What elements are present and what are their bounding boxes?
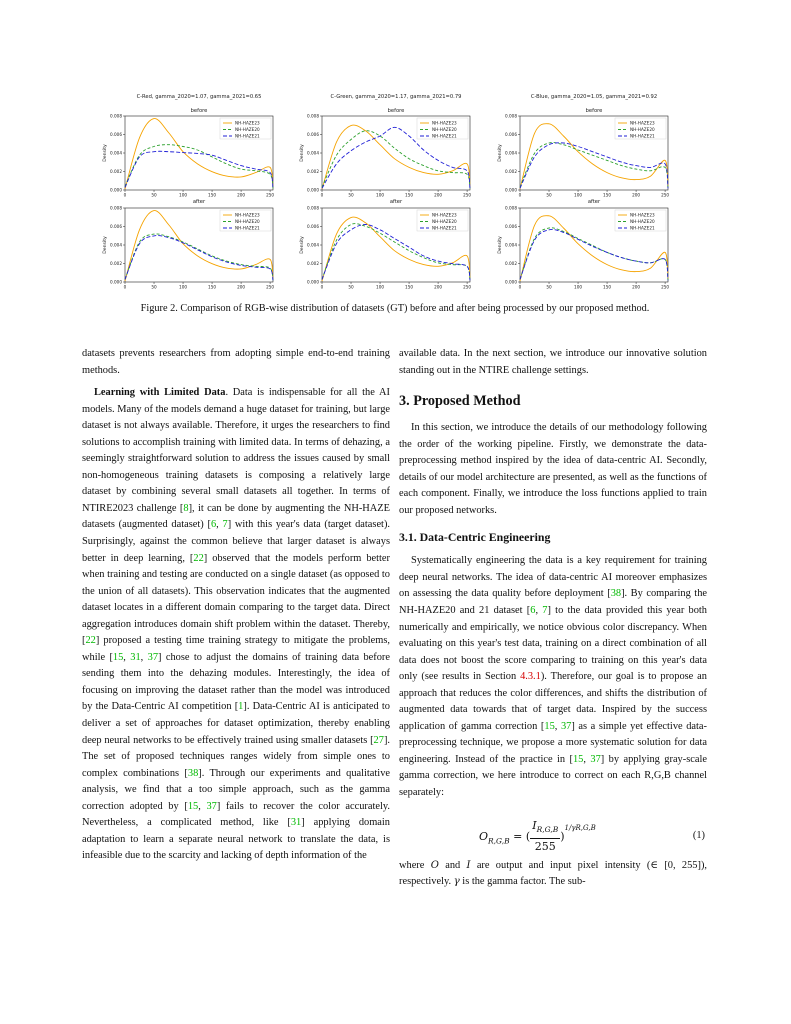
y-tick-label: 0.002 — [505, 261, 517, 266]
legend-label: NH-HAZE23 — [432, 212, 457, 218]
y-tick-label: 0.006 — [110, 132, 122, 137]
citation-link[interactable]: 31 — [130, 651, 141, 663]
legend-label: NH-HAZE20 — [630, 219, 655, 225]
paragraph: available data. In the next section, we introduce our innovative solution standing out in the NTIRE challenge settings. — [399, 348, 707, 376]
legend-label: NH-HAZE21 — [432, 133, 457, 139]
x-tick-label: 0 — [320, 284, 324, 290]
y-tick-label: 0.006 — [307, 132, 319, 137]
y-tick-label: 0.004 — [110, 242, 122, 248]
x-tick-label: 50 — [151, 284, 157, 290]
x-tick-label: 0 — [518, 284, 522, 290]
x-tick-label: 0 — [123, 192, 127, 198]
citation-link[interactable]: 27 — [373, 734, 384, 746]
legend-label: NH-HAZE23 — [630, 212, 655, 218]
subsection-heading: 3.1. Data-Centric Engineering — [399, 530, 551, 545]
chart-red-channel — [95, 90, 285, 298]
chart-green-channel — [292, 90, 482, 298]
citation-link[interactable]: 37 — [560, 720, 572, 732]
legend-label: NH-HAZE21 — [235, 133, 260, 139]
y-tick-label: 0.008 — [307, 205, 319, 211]
series-line-nh-haze21 — [520, 229, 668, 280]
right-column — [399, 346, 707, 891]
series-line-nh-haze21 — [520, 143, 668, 189]
x-tick-label: 100 — [376, 284, 385, 290]
subplot-title: before — [387, 108, 405, 114]
series-line-nh-haze21 — [125, 236, 273, 281]
x-tick-label: 150 — [208, 192, 217, 198]
citation-link[interactable]: 15 — [572, 753, 584, 765]
y-tick-label: 0.002 — [307, 261, 319, 266]
y-tick-label: 0.006 — [110, 224, 122, 229]
citation-link[interactable]: 37 — [147, 651, 159, 663]
x-tick-label: 50 — [546, 192, 552, 198]
y-axis-label: Density — [300, 144, 305, 162]
citation-link[interactable]: 22 — [85, 635, 96, 647]
y-tick-label: 0.006 — [505, 224, 517, 229]
x-tick-label: 150 — [603, 284, 612, 290]
citation-link[interactable]: 38 — [610, 588, 622, 600]
x-tick-label: 200 — [434, 284, 443, 290]
citation-link[interactable]: 22 — [193, 552, 204, 564]
legend-label: NH-HAZE23 — [630, 120, 655, 126]
x-tick-label: 0 — [518, 192, 522, 198]
citation-link[interactable]: 8 — [183, 502, 189, 514]
figure-caption: Figure 2. Comparison of RGB-wise distribution of datasets (GT) before and after being processed by our proposed method. — [140, 303, 650, 314]
y-tick-label: 0.008 — [110, 205, 122, 211]
chart-svg — [292, 90, 482, 298]
citation-link[interactable]: 15 — [112, 651, 124, 663]
citation-link[interactable]: 31 — [290, 817, 302, 829]
paragraph: In this section, we introduce the details of our methodology following the order of the working pipeline. Firstly, we demonstrate the data-preprocessing method inspired by the idea of data-centric AI. Secondly, details of our model architecture are presented, as well as the functions of each component. Finally, we introduce the loss functions applied to train our proposed networks. — [399, 422, 707, 516]
x-tick-label: 150 — [208, 284, 217, 290]
citation-link[interactable]: 37 — [206, 800, 217, 812]
x-tick-label: 200 — [632, 192, 641, 198]
y-tick-label: 0.000 — [110, 279, 122, 285]
series-line-nh-haze21 — [125, 151, 273, 188]
x-tick-label: 100 — [179, 284, 188, 290]
citation-link[interactable]: 37 — [590, 753, 601, 765]
series-line-nh-haze20 — [125, 145, 273, 189]
y-tick-label: 0.006 — [505, 132, 517, 137]
legend-label: NH-HAZE23 — [235, 120, 260, 126]
x-tick-label: 150 — [603, 192, 612, 198]
left-column — [82, 346, 390, 865]
x-tick-label: 150 — [405, 192, 414, 198]
section-link[interactable]: 4.3.1 — [520, 671, 541, 683]
y-axis-label: Density — [498, 236, 503, 254]
x-axis-label: after — [389, 199, 403, 205]
x-tick-label: 250 — [661, 284, 670, 290]
legend-label: NH-HAZE20 — [235, 127, 260, 133]
x-tick-label: 250 — [266, 192, 275, 198]
citation-link[interactable]: 6 — [530, 605, 536, 617]
y-axis-label: Density — [498, 144, 503, 162]
y-tick-label: 0.008 — [505, 205, 517, 211]
chart-title: C-Red, gamma_2020=1.07, gamma_2021=0.65 — [136, 94, 262, 100]
y-tick-label: 0.000 — [307, 279, 319, 285]
paragraph: Systematically engineering the data is a key requirement for training deep neural networks. The idea of data-centric AI moreover emphasizes on assessing the data quality before deployment [38]. By comparing the NH-HAZE20 and 21 dataset [6, 7] to the data provided this year both numerically and empirically, we notice obvious color discrepancy. When evaluating on this year's test data, training on a direct combination of all data does not boost the score comparing to training on this year's data only (see results in Section 4.3.1). Therefore, our goal is to propose an approach that reduces the color differences, and shifts the distribution of augmented data towards that of target data. Inspired by the success application of gamma correction [15, 37] as a simple yet effective data-preprocessing technique, we propose a more systematic solution for data engineering. Instead of the practice in [15, 37] by applying gray-scale gamma correction, we here introduce to correct on each R,G,B channel separately: — [399, 555, 708, 799]
y-tick-label: 0.004 — [110, 150, 122, 156]
legend-label: NH-HAZE21 — [432, 225, 457, 231]
legend-label: NH-HAZE21 — [235, 225, 260, 231]
y-tick-label: 0.004 — [307, 150, 319, 156]
x-tick-label: 50 — [348, 284, 354, 290]
legend-label: NH-HAZE23 — [432, 120, 457, 126]
citation-link[interactable]: 15 — [187, 800, 199, 812]
legend-label: NH-HAZE20 — [235, 219, 260, 225]
paragraph-limited-data: Learning with Limited Data. Data is indispensable for all the AI models. Many of the models demand a huge dataset for training, but large dataset is not always available. Therefore, it urges the researchers to find solutions to accomplish training with limited data. In terms of dehazing, a seemingly straightforward solution to address the issues caused by small non-homogeneous training datasets is composing a relatively large dataset by combining several small datasets all together. In terms of NTIRE2023 challenge [8], it can be done by augmenting the NH-HAZE datasets (augmented dataset) [6, 7] with this year's data (target dataset). Surprisingly, against the common believe that larger dataset is always better in deep learning, [22] observed that the models perform better when training and testing are conducted on a single dataset (as opposed to the union of all datasets). This observation indicates that the augmented dataset locates in a different domain comparing to the target data. Direct aggregation introduces domain shift problem within the dataset. Thereby, [22] proposed a testing time training strategy to mitigate the problems, while [15, 31, 37] chose to adjust the domains of training data before sending them into the dehazing modules. Interestingly, the idea of focusing on improving the dataset rather than the model was introduced by the Data-Centric AI competition [1]. Data-Centric AI is anticipated to deliver a set of approaches for dataset optimization, thereby enabling deep neural networks to be effectively trained using smaller datasets [27]. The set of proposed techniques ranges widely from simple ones to complex combinations [38]. Through our experiments and qualitative analysis, we find that a too simple approach, such as the gamma correction adopted by [15, 37] fails to recover the color accurately. Nevertheless, a complicated method, like [31] applying domain adaptation to learn a separate neural network to translate the data, is infeasible due to the scarcity and lacking of depth information of the — [82, 387, 391, 862]
x-tick-label: 250 — [266, 284, 275, 290]
series-line-nh-haze20 — [520, 225, 668, 281]
series-line-nh-haze21 — [322, 225, 470, 281]
x-tick-label: 250 — [463, 192, 472, 198]
citation-link[interactable]: 1 — [238, 701, 244, 713]
y-tick-label: 0.000 — [307, 187, 319, 193]
x-tick-label: 100 — [179, 192, 188, 198]
y-tick-label: 0.004 — [505, 150, 517, 156]
subplot-title: before — [585, 108, 603, 114]
x-tick-label: 250 — [661, 192, 670, 198]
y-tick-label: 0.000 — [505, 187, 517, 193]
legend-label: NH-HAZE21 — [630, 225, 655, 231]
citation-link[interactable]: 15 — [544, 720, 555, 732]
citation-link[interactable]: 7 — [542, 605, 548, 617]
chart-svg — [490, 90, 680, 298]
x-tick-label: 200 — [632, 284, 641, 290]
x-tick-label: 200 — [237, 284, 246, 290]
x-tick-label: 100 — [376, 192, 385, 198]
chart-title: C-Blue, gamma_2020=1.05, gamma_2021=0.92 — [530, 94, 658, 100]
legend-label: NH-HAZE20 — [630, 127, 655, 133]
y-tick-label: 0.004 — [307, 242, 319, 248]
x-axis-label: after — [192, 199, 206, 205]
x-tick-label: 200 — [237, 192, 246, 198]
equation-1: $O_{R,G,B}$ = ( $\frac{I_{R,G,B}}{255}$ )$^{1/\gamma R,G,B}$ (1) — [479, 818, 705, 854]
x-tick-label: 150 — [405, 284, 414, 290]
y-tick-label: 0.004 — [505, 242, 517, 248]
chart-blue-channel — [490, 90, 680, 298]
paragraph: where O and I are output and input pixel intensity (∈ [0, 255]), respectively. γ is the gamma factor. The sub- — [399, 859, 707, 888]
legend-label: NH-HAZE23 — [235, 212, 260, 218]
y-tick-label: 0.008 — [110, 113, 122, 119]
y-tick-label: 0.008 — [505, 113, 517, 119]
citation-link[interactable]: 6 — [210, 519, 217, 531]
legend-label: NH-HAZE20 — [432, 127, 457, 133]
y-tick-label: 0.002 — [110, 261, 122, 266]
subplot-title: before — [190, 108, 208, 114]
equation-number: (1) — [692, 829, 705, 841]
x-tick-label: 250 — [463, 284, 472, 290]
y-axis-label: Density — [103, 236, 108, 254]
x-tick-label: 100 — [574, 284, 583, 290]
y-tick-label: 0.000 — [110, 187, 122, 193]
y-tick-label: 0.002 — [307, 169, 319, 174]
y-tick-label: 0.002 — [110, 169, 122, 174]
x-axis-label: after — [587, 199, 601, 205]
x-tick-label: 200 — [434, 192, 443, 198]
chart-title: C-Green, gamma_2020=1.17, gamma_2021=0.79 — [330, 94, 462, 100]
x-tick-label: 0 — [320, 192, 324, 198]
y-tick-label: 0.002 — [505, 169, 517, 174]
y-tick-label: 0.000 — [505, 279, 517, 285]
section-heading: 3. Proposed Method — [399, 393, 521, 410]
y-tick-label: 0.008 — [307, 113, 319, 119]
x-tick-label: 50 — [348, 192, 354, 198]
x-tick-label: 0 — [123, 284, 127, 290]
x-tick-label: 50 — [546, 284, 552, 290]
legend-label: NH-HAZE20 — [432, 219, 457, 225]
legend-label: NH-HAZE21 — [630, 133, 655, 139]
x-tick-label: 50 — [151, 192, 157, 198]
chart-svg — [95, 90, 285, 298]
citation-link[interactable]: 38 — [187, 767, 199, 779]
paragraph-heading: Learning with Limited Data — [94, 387, 226, 399]
paragraph: datasets prevents researchers from adopting simple end-to-end training methods. — [82, 348, 390, 376]
y-axis-label: Density — [300, 236, 305, 254]
y-axis-label: Density — [103, 144, 108, 162]
x-tick-label: 100 — [574, 192, 583, 198]
citation-link[interactable]: 7 — [222, 519, 228, 531]
y-tick-label: 0.006 — [307, 224, 319, 229]
